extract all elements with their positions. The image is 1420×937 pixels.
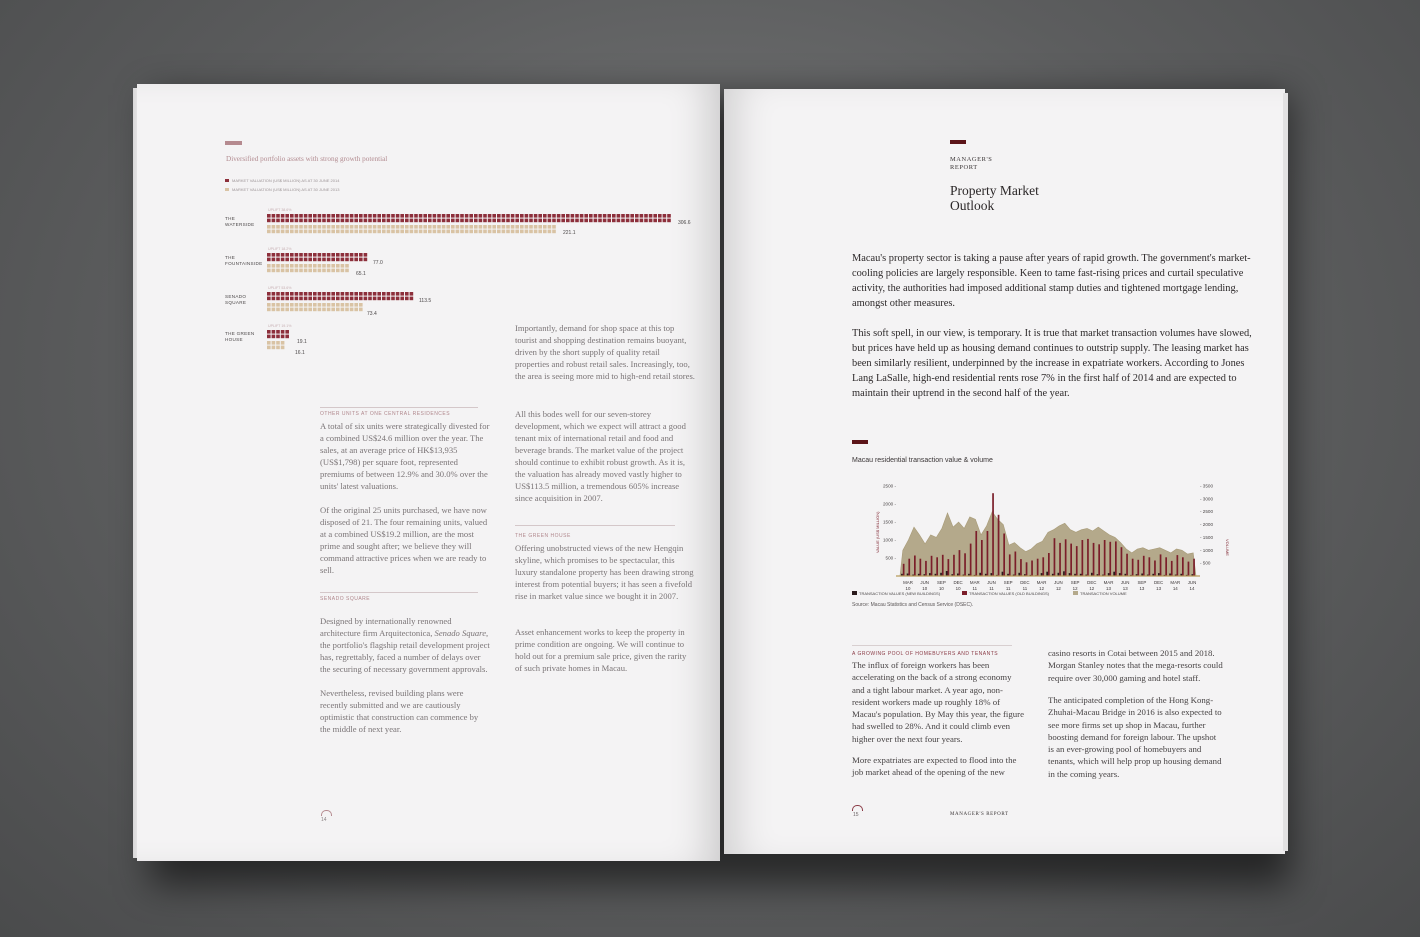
page-edge [1283,93,1288,851]
bar-old-11 [964,553,966,576]
x-tick-month: DEC [1020,580,1030,585]
bar-old-17 [998,515,1000,576]
bar-1-1 [267,264,349,272]
bar-old-22 [1026,562,1028,576]
bar-1-2 [267,303,363,311]
x-tick-year: 11 [972,586,978,591]
x-tick-year: 11 [989,586,994,591]
bar-old-51 [1188,562,1190,576]
uplift-label: UPLIFT 19.1% [268,324,292,328]
page-title: Property Market Outlook [950,183,1039,213]
uplift-label: UPLIFT 18.2% [268,247,292,251]
value-label: 306.6 [678,220,691,226]
legend-label: TRANSACTION VALUES (OLD BUILDINGS) [969,591,1049,596]
legend-label-2014: MARKET VALUATION (US$ MILLION) AS AT 30 JUNE 2014 [232,178,340,183]
section-heading: SENADO SQUARE [320,596,371,602]
bar-old-48 [1171,561,1173,576]
x-tick-year: 14 [1172,586,1178,591]
bar-new-26 [1046,572,1048,576]
y2-tick-label: - 2500 [1200,509,1214,515]
page-number: 15 [853,812,859,818]
bar-old-26 [1048,553,1050,576]
bar-old-33 [1087,539,1089,576]
bar-old-9 [953,555,955,576]
value-label: 16.1 [295,350,305,356]
bar-0-3 [267,330,289,338]
page-ornament-icon [321,810,332,816]
bar-old-8 [948,559,950,576]
x-tick-month: MAR [903,580,913,585]
bar-new-18 [1002,572,1004,576]
bar-new-8 [946,571,948,576]
x-tick-year: 12 [1055,586,1061,591]
x-tick-month: SEP [1003,580,1013,585]
bar-old-31 [1076,546,1078,576]
paragraph: The influx of foreign workers has been accelerating on the back of a strong economy and a tight labour market. A year ago, non-resident workers made up roughly 18% of Macau's population. By May this year, the figure had swelled to 28%. And it could climb even higher over the next four years. [852,660,1024,744]
x-tick-year: 13 [1139,586,1145,591]
legend-swatch [962,591,967,595]
row-label-senado: SENADO SQUARE [225,294,247,305]
bar-old-6 [936,557,938,576]
x-tick-year: 11 [1022,586,1028,591]
lead-paragraph: Macau's property sector is taking a pause after years of rapid growth. The government's market-cooling policies are largely responsible. Keen to tame fast-rising prices and curtail speculative activity, the authorities had imposed additional stamp duties and tightened mortgage lending, amongst other measures. [852,253,1251,309]
bar-old-7 [942,555,944,576]
x-tick-month: JUN [1120,580,1130,585]
row-label-fountainside: THE FOUNTAINSIDE [225,255,263,266]
y-axis-label: VALUE (US$ MILLION) [875,511,880,553]
right-page [724,89,1285,854]
bar-old-30 [1070,544,1072,576]
legend-swatch [1073,591,1078,595]
x-tick-month: MAR [1103,580,1114,585]
paragraph: Of the original 25 units purchased, we have now disposed of 21. The four remaining units, valued at a combined US$19.2 million, are the most prime and sought after; we believe they will command attractive prices when we are ready to sell. [320,505,488,575]
paragraph: The anticipated completion of the Hong Kong-Zhuhai-Macau Bridge in 2016 is also expected to see more firms set up shop in Macau, further boosting demand for foreign labour. The upshot is an ever-growing pool of homebuyers and tenants, which will help prop up housing demand in the coming years. [1048,695,1222,779]
divider [852,645,1012,646]
page-number: 14 [321,817,327,823]
paragraph: A total of six units were strategically divested for a combined US$24.6 million over the year. The sales, at an average price of HK$13,935 (US$1,798) per square foot, represented premiums of between 12.9% and 30.0% over the units' latest valuations. [320,421,490,491]
y-tick-label: 2000 - [882,501,896,507]
bar-old-36 [1104,540,1106,576]
bar-old-24 [1037,559,1039,576]
legend-swatch-2013 [225,188,229,191]
x-tick-month: SEP [1137,580,1147,585]
bar-old-34 [1093,543,1095,576]
value-label: 65.1 [356,271,366,277]
left-page [137,84,720,861]
x-tick-year: 12 [1039,586,1045,591]
bar-old-43 [1143,556,1145,576]
x-tick-year: 13 [1106,586,1111,591]
bar-old-12 [970,544,972,576]
x-tick-month: JUN [1054,580,1063,585]
kicker: MANAGER'S REPORT [950,156,993,171]
x-tick-year: 11 [1005,586,1011,591]
bar-new-38 [1113,572,1115,576]
divider [320,407,478,408]
bar-old-5 [931,556,933,576]
uplift-label: UPLIFT 38.6% [268,208,292,212]
x-tick-month: JUN [920,580,929,585]
x-tick-year: 10 [938,586,944,591]
bar-1-3 [267,341,284,349]
legend-swatch-2014 [225,179,229,182]
x-tick-year: 12 [1072,586,1078,591]
x-tick-month: SEP [937,580,946,585]
bar-old-27 [1054,538,1056,576]
section-heading: THE GREEN HOUSE [515,533,571,539]
paragraph: Offering unobstructed views of the new Hengqin skyline, which promises to be spectacular, this luxury standalone property has been drawing strong interest from potential buyers; it has seen a fivefold rise in market value since we bought it in 2007. [515,543,694,601]
paragraph: All this bodes well for our seven-storey development, which we expect will attract a good tenant mix of international retail and food and beverage brands. The market value of the project should continue to exhibit robust growth. As it is, the valuation has already moved vastly higher to US$113.5 million, a tremendous 605% increase since acquisition in 2007. [515,409,686,503]
divider [515,525,675,526]
x-tick-month: MAR [1036,580,1047,585]
legend-label: TRANSACTION VOLUME [1080,591,1127,596]
bar-old-16 [992,493,994,576]
bar-old-28 [1059,543,1061,576]
x-tick-month: SEP [1070,580,1080,585]
divider [320,592,478,593]
value-label: 113.5 [419,298,432,304]
x-tick-month: DEC [1153,580,1164,585]
row-label-waterside: THE WATERSIDE [225,216,255,227]
bar-old-39 [1121,547,1123,576]
bar-old-13 [975,531,977,576]
footer-label: MANAGER'S REPORT [950,812,1009,817]
bar-old-4 [925,561,927,576]
bar-0-2 [267,292,413,300]
x-tick-month: MAR [1170,580,1181,585]
y2-tick-label: - 1500 [1200,534,1214,540]
row-label-greenhouse: THE GREEN HOUSE [225,331,255,342]
bar-1-0 [267,225,556,233]
bar-old-18 [1003,534,1005,577]
y-tick-label: 1500 - [882,519,896,525]
value-label: 19.1 [297,339,307,345]
bar-old-19 [1009,554,1011,576]
bar-old-21 [1020,559,1022,576]
paragraph: Nevertheless, revised building plans were recently submitted and we are cautiously optimistic that construction can commence by the middle of next year. [320,688,479,734]
bar-old-37 [1109,542,1111,576]
bar-old-40 [1126,554,1128,576]
paragraph: Designed by internationally renowned architecture firm Arquitectonica, Senado Square, the portfolio's flagship retail development project has, regrettably, faced a number of delays over the securing of necessary government approvals. [320,616,490,674]
bar-old-47 [1165,557,1167,576]
bar-old-15 [987,531,989,576]
x-tick-month: MAR [969,580,980,585]
bar-0-1 [267,253,367,261]
uplift-label: UPLIFT 53.6% [268,286,292,290]
bar-old-2 [914,556,916,577]
bar-old-50 [1182,557,1184,576]
y2-tick-label: - 3000 [1200,496,1214,502]
x-tick-month: JUN [987,580,996,585]
bar-old-23 [1031,561,1033,577]
bar-old-20 [1015,552,1017,577]
x-tick-year: 14 [1189,586,1195,591]
legend-label-2013: MARKET VALUATION (US$ MILLION) AS AT 30 JUNE 2013 [232,187,340,192]
x-tick-month: DEC [1087,580,1097,585]
bar-old-52 [1193,559,1195,576]
bar-old-46 [1160,554,1162,576]
bar-old-42 [1137,560,1139,576]
section-marker [225,141,242,145]
x-tick-year: 10 [922,586,928,591]
section-heading: A GROWING POOL OF HOMEBUYERS AND TENANTS [852,651,999,657]
page-ornament-icon [852,805,863,811]
paragraph: More expatriates are expected to flood into the job market ahead of the opening of the new [852,755,1017,778]
section-heading: OTHER UNITS AT ONE CENTRAL RESIDENCES [320,411,451,417]
x-tick-month: JUN [1187,580,1197,585]
y-tick-label: 500 - [885,555,896,561]
legend-swatch [852,591,857,595]
value-label: 73.4 [367,311,377,317]
y2-tick-label: - 500 [1200,560,1211,566]
paragraph: Importantly, demand for shop space at this top tourist and shopping destination remains buoyant, driven by the short supply of quality retail properties and robust retail sales. Increasingly, too, the area is seeing more mid to high-end retail stores. [515,323,695,381]
bar-0-0 [267,214,671,222]
y2-tick-label: - 2000 [1200,522,1214,528]
chart-source: Source: Macau Statistics and Census Service (DSEC). [852,602,974,608]
bar-old-49 [1177,555,1179,576]
x-tick-year: 13 [1156,586,1162,591]
bar-old-44 [1149,557,1151,576]
bar-old-3 [920,559,922,576]
y2-axis-label: VOLUME [1225,539,1230,556]
paragraph: casino resorts in Cotai between 2015 and 2018. Morgan Stanley notes that the mega-resorts could require over 30,000 gaming and hotel staff. [1048,648,1223,683]
bar-old-25 [1042,557,1044,576]
y2-tick-label: - 3500 [1200,483,1214,489]
chart-title: Diversified portfolio assets with strong growth potential [226,155,388,163]
bar-old-1 [908,559,910,576]
x-tick-year: 12 [1089,586,1095,591]
x-tick-year: 10 [905,586,911,591]
bar-old-10 [959,550,961,576]
y-tick-label: 1000 - [882,537,896,543]
bar-new-29 [1063,571,1065,576]
value-label: 77.0 [373,260,383,266]
section-marker [950,140,966,144]
bar-old-14 [981,540,983,576]
bar-old-29 [1065,539,1067,576]
bar-old-38 [1115,541,1117,576]
section-marker [852,440,868,444]
bar-old-32 [1082,540,1084,576]
x-tick-year: 10 [955,586,961,591]
bar-old-41 [1132,559,1134,576]
value-label: 221.1 [563,230,576,236]
paragraph: Asset enhancement works to keep the property in prime condition are ongoing. We will continue to hold out for a premium sale price, given the rarity of such private homes in Macau. [515,627,687,673]
y-tick-label: 2500 - [882,483,896,489]
x-tick-month: DEC [953,580,963,585]
bar-old-0 [903,564,905,576]
lead-paragraph: This soft spell, in our view, is temporary. It is true that market transaction volumes have slowed, but prices have held up as housing demand continues to outstrip supply. The leasing market has been similarly resilient, underpinned by the increase in expatriate workers. According to Jones Lang LaSalle, high-end residential rents rose 7% in the first half of 2014 and are expected to maintain their uptrend in the second half of the year. [852,328,1252,399]
chart-title: Macau residential transaction value & volume [852,457,993,464]
bar-old-45 [1154,561,1156,577]
bar-old-35 [1098,544,1100,576]
x-tick-year: 13 [1122,586,1128,591]
y2-tick-label: - 1000 [1200,547,1214,553]
legend-label: TRANSACTION VALUES (NEW BUILDINGS) [859,591,941,596]
